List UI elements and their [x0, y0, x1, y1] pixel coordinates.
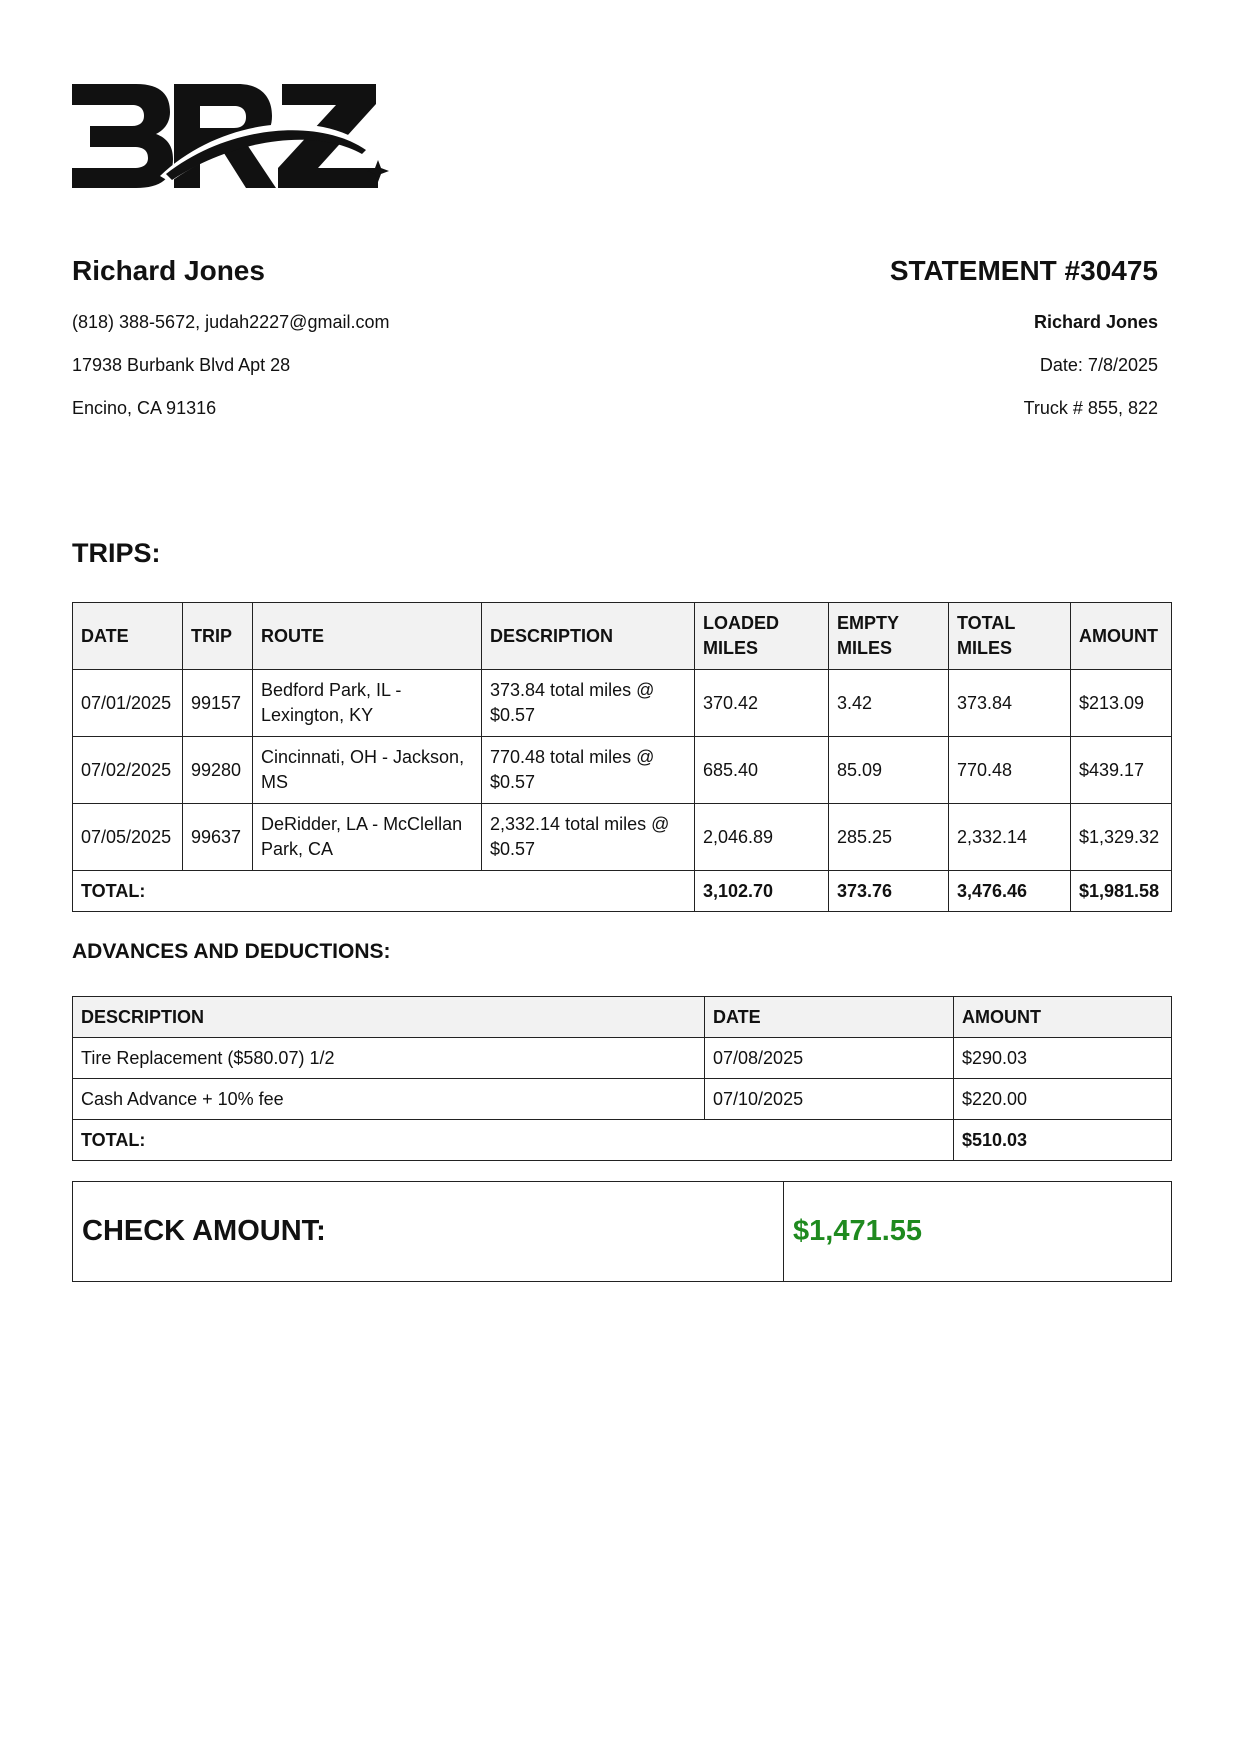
trip-total-miles: 373.84 [949, 670, 1071, 737]
statement-driver: Richard Jones [1033, 312, 1158, 332]
check-amount-value: $1,471.55 [784, 1182, 1172, 1282]
carrier-address-line1: 17938 Burbank Blvd Apt 28 [72, 355, 291, 375]
statement-title: STATEMENT #30475 [889, 255, 1158, 286]
trip-number: 99280 [183, 737, 253, 804]
trip-date: 07/02/2025 [73, 737, 183, 804]
trip-amount: $213.09 [1071, 670, 1172, 737]
check-amount-row [73, 1182, 1172, 1282]
advances-total-amount: $510.03 [954, 1120, 1172, 1161]
statement-date: Date: 7/8/2025 [1039, 355, 1158, 375]
col-header-amount: AMOUNT [954, 997, 1172, 1038]
advances-total-row [73, 1120, 1172, 1161]
col-header-description: DESCRIPTION [73, 997, 705, 1038]
trip-description: 2,332.14 total miles @ $0.57 [482, 804, 695, 871]
trip-number: 99637 [183, 804, 253, 871]
table-row [73, 1038, 1172, 1079]
table-row [73, 737, 1172, 804]
check-amount-label: CHECK AMOUNT: [73, 1182, 784, 1282]
advance-description: Tire Replacement ($580.07) 1/2 [73, 1038, 705, 1079]
table-row [73, 1079, 1172, 1120]
trip-empty-miles: 3.42 [829, 670, 949, 737]
trip-total-miles: 770.48 [949, 737, 1071, 804]
col-header-amount: AMOUNT [1071, 603, 1172, 670]
advance-date: 07/10/2025 [705, 1079, 954, 1120]
advances-table [72, 996, 1172, 1161]
trip-loaded-miles: 370.42 [695, 670, 829, 737]
brz-logo [70, 78, 390, 198]
col-header-date: DATE [73, 603, 183, 670]
advance-description: Cash Advance + 10% fee [73, 1079, 705, 1120]
trips-total-amount: $1,981.58 [1071, 871, 1172, 912]
table-row [73, 670, 1172, 737]
trip-total-miles: 2,332.14 [949, 804, 1071, 871]
trip-empty-miles: 85.09 [829, 737, 949, 804]
trip-route: Cincinnati, OH - Jackson, MS [253, 737, 482, 804]
carrier-contact: (818) 388-5672, judah2227@gmail.com [72, 312, 390, 332]
trip-amount: $439.17 [1071, 737, 1172, 804]
trip-route: Bedford Park, IL - Lexington, KY [253, 670, 482, 737]
col-header-empty-miles: EMPTY MILES [829, 603, 949, 670]
advance-amount: $290.03 [954, 1038, 1172, 1079]
advance-date: 07/08/2025 [705, 1038, 954, 1079]
statement-truck: Truck # 855, 822 [1023, 398, 1158, 418]
col-header-date: DATE [705, 997, 954, 1038]
check-amount-box [72, 1181, 1172, 1282]
trips-header-row [73, 603, 1172, 670]
trip-route: DeRidder, LA - McClellan Park, CA [253, 804, 482, 871]
advance-amount: $220.00 [954, 1079, 1172, 1120]
col-header-total-miles: TOTAL MILES [949, 603, 1071, 670]
carrier-address-line2: Encino, CA 91316 [72, 398, 217, 418]
col-header-description: DESCRIPTION [482, 603, 695, 670]
trip-loaded-miles: 2,046.89 [695, 804, 829, 871]
advances-total-label: TOTAL: [73, 1120, 954, 1161]
trips-total-loaded: 3,102.70 [695, 871, 829, 912]
trips-total-row [73, 871, 1172, 912]
trip-loaded-miles: 685.40 [695, 737, 829, 804]
trip-description: 373.84 total miles @ $0.57 [482, 670, 695, 737]
col-header-route: ROUTE [253, 603, 482, 670]
trips-title: TRIPS: [72, 538, 161, 568]
trip-number: 99157 [183, 670, 253, 737]
trip-description: 770.48 total miles @ $0.57 [482, 737, 695, 804]
col-header-loaded-miles: LOADED MILES [695, 603, 829, 670]
trips-total-label: TOTAL: [73, 871, 695, 912]
advances-header-row [73, 997, 1172, 1038]
trips-total-empty: 373.76 [829, 871, 949, 912]
trip-empty-miles: 285.25 [829, 804, 949, 871]
table-row [73, 804, 1172, 871]
trip-date: 07/05/2025 [73, 804, 183, 871]
advances-title: ADVANCES AND DEDUCTIONS: [72, 940, 391, 963]
carrier-info [72, 256, 592, 441]
col-header-trip: TRIP [183, 603, 253, 670]
carrier-name: Richard Jones [72, 255, 265, 286]
trip-date: 07/01/2025 [73, 670, 183, 737]
trips-total-miles: 3,476.46 [949, 871, 1071, 912]
trip-amount: $1,329.32 [1071, 804, 1172, 871]
statement-info [638, 256, 1158, 441]
trips-table [72, 602, 1172, 912]
